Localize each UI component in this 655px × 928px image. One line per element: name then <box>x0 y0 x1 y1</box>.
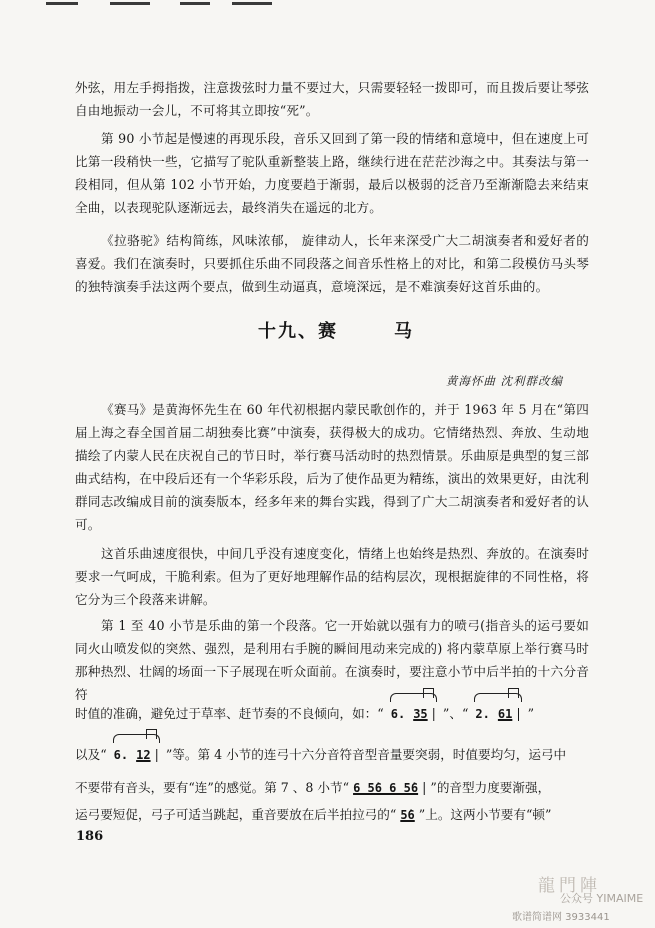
notation-line-4: 运弓要短促，弓子可适当跳起，重音要放在后半拍拉弓的“ 5̇6 ”上。这两小节要有“顿” <box>75 807 552 822</box>
watermark-account: 公众号 YIMAIME <box>560 892 644 905</box>
paragraph-4: 《赛马》是黄海怀先生在 60 年代初根据内蒙民歌创作的，并于 1963 年 5 月在“第四届上海之春全国首届二胡独奏比赛”中演奏，获得极大的成功。它情绪热烈、奔放、生动地描绘了内蒙人民在庆祝自己的节日时，举行赛马活动时的热烈情景。乐曲原是典型的复三部曲式结构，在中段后还有一个华彩乐段，后为了使作品更为精练，演出的效果更好，由沈利群同志改编成目前的演奏版本，经多年来的舞台实践，得到了广大二胡演奏者和爱好者的认可。 <box>75 402 589 532</box>
section-title <box>258 317 414 343</box>
notation-example-3: 6. 12 | <box>111 747 162 762</box>
page-number: 186 <box>76 829 104 844</box>
watermark-logo: 龍門陣 <box>538 876 601 896</box>
notation-line-2: 以及“ 6. 12 | ”等。第 4 小节的连弓十六分音符音型音量要突弱，时值要均匀，运弓中 <box>75 744 566 763</box>
watermark-site: 歌谱简谱网 3933441 <box>512 912 610 923</box>
notation-example-1: 6. 35 | <box>388 706 439 721</box>
notation-example-5: 5̇6 <box>400 808 415 822</box>
section-title-right: 马 <box>394 321 414 342</box>
section-title-left: 十九、赛 <box>258 321 338 342</box>
paragraph-3: 《拉骆驼》结构简练，风味浓郁， 旋律动人，长年来深受广大二胡演奏者和爱好者的喜爱。我们在演奏时，只要抓住乐曲不同段落之间音乐性格上的对比，和第二段模仿马头琴的独特演奏手法这两个要点，做到生动逼真，意境深远，是不难演奏好这首乐曲的。 <box>75 233 589 294</box>
top-scan-edge <box>0 0 655 10</box>
notation-line-1: 时值的准确，避免过于草率、赶节奏的不良倾向，如：“ 6. 35 | ”、“ 2. 61 | ” <box>75 703 534 722</box>
paragraph-1: 外弦，用左手拇指拨，注意拨弦时力量不要过大，只需要轻轻一拨即可，而且拨后要让琴弦自由地振动一会儿，不可将其立即按“死”。 <box>75 80 589 118</box>
paragraph-5: 这首乐曲速度很快，中间几乎没有速度变化，情绪上也始终是热烈、奔放的。在演奏时要求一气呵成，干脆利索。但为了更好地理解作品的结构层次，现根据旋律的不同性格，将它分为三个段落来讲解。 <box>75 546 589 607</box>
notation-example-2: 2. 61 | <box>472 706 523 721</box>
notation-example-4: 6 5̇6 6 5̇6 <box>353 781 419 795</box>
paragraph-2: 第 90 小节起是慢速的再现乐段，音乐又回到了第一段的情绪和意境中，但在速度上可比第一段稍快一些，它描写了驼队重新整装上路，继续行进在茫茫沙海之中。其奏法与第一段相同，但从第 102 小节开始，力度要趋于渐弱，最后以极弱的泛音乃至渐渐隐去来结束全曲，以表现驼队逐渐远去，最终消失在遥远的北方。 <box>75 131 589 215</box>
author-credit: 黄海怀曲 沈利群改编 <box>445 374 563 388</box>
notation-line-3: 不要带有音头，要有“连”的感觉。第 7 、8 小节“ 6 5̇6 6 5̇6 | ”的音型力度要渐强， <box>75 780 551 795</box>
paragraph-6: 第 1 至 40 小节是乐曲的第一个段落。它一开始就以强有力的喷弓(指音头的运弓要如同火山喷发似的突然、强烈，是利用右手腕的瞬间甩动来完成的) 将内蒙草原上举行赛马时那种热烈、壮阔的场面一下子展现在听众面前。在演奏时，要注意小节中后半拍的十六分音符 <box>75 618 589 702</box>
